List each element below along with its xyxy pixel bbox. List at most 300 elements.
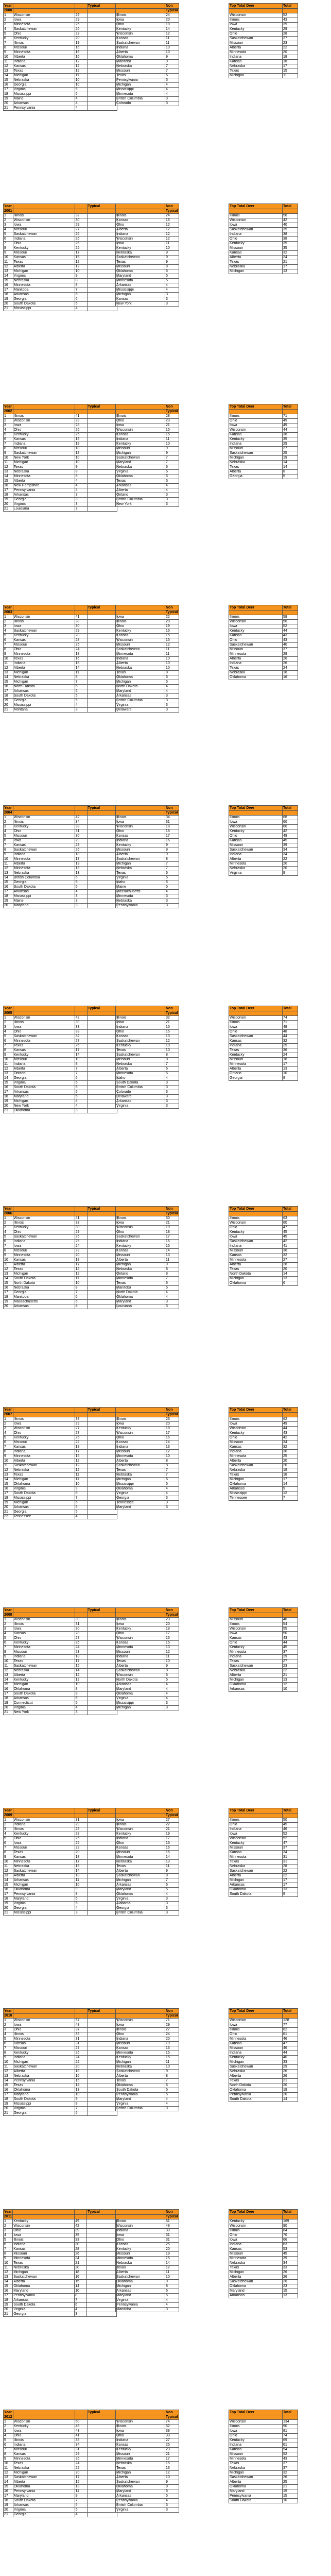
table-row: [116, 242, 179, 246]
count-cell: 43: [75, 2429, 87, 2433]
spacer-cell: [87, 232, 117, 237]
state-cell: Texas: [229, 666, 283, 670]
state-cell: Texas: [13, 465, 75, 470]
count-cell: 18: [283, 1472, 298, 1477]
rank-cell: 13: [4, 269, 13, 274]
typical-table: [3, 1808, 117, 1916]
table-row: [4, 1855, 117, 1860]
state-cell: Arkansas: [116, 1682, 165, 1687]
count-cell: 6: [75, 875, 87, 880]
rank-cell: 3: [4, 1626, 13, 1631]
count-cell: 28: [75, 423, 87, 428]
state-cell: Alberta: [13, 1673, 75, 1677]
table-row: [229, 1044, 298, 1048]
count-cell: 4: [75, 488, 87, 493]
count-cell: 21: [165, 1021, 179, 1025]
count-cell: 4: [165, 2302, 179, 2307]
table-row: [116, 256, 179, 260]
state-cell: Indiana: [116, 1654, 165, 1659]
state-cell: Kentucky: [116, 246, 165, 251]
rank-cell: 9: [4, 2056, 13, 2060]
rank-cell: 8: [4, 46, 13, 50]
state-cell: Kansas: [13, 2452, 75, 2456]
count-cell: 40: [283, 223, 298, 228]
count-cell: 6: [75, 1295, 87, 1300]
state-cell: Virginia: [13, 2307, 75, 2312]
table-row: [116, 228, 179, 232]
table-row: [4, 624, 117, 629]
count-cell: 5: [165, 470, 179, 474]
state-cell: Indiana: [229, 442, 283, 447]
rank-cell: 8: [4, 848, 13, 852]
table-row: [229, 256, 298, 260]
spacer-cell: [87, 251, 117, 256]
count-cell: 15: [165, 2051, 179, 2056]
count-cell: 13: [283, 269, 298, 274]
table-row: [116, 218, 179, 223]
table-row: [116, 2107, 179, 2111]
table-row: [229, 652, 298, 656]
state-cell: Ohio: [229, 32, 283, 37]
state-cell: Saskatchewan: [13, 1235, 75, 1240]
header-blank: [229, 1011, 283, 1016]
rank-cell: 5: [4, 1636, 13, 1640]
total-header: Total: [283, 204, 298, 209]
count-cell: 15: [165, 2256, 179, 2261]
table-row: [116, 1902, 179, 1906]
header-blank: [75, 810, 87, 815]
spacer-cell: [87, 698, 117, 703]
header-blank: [13, 1808, 75, 1814]
state-cell: Missouri: [229, 1440, 283, 1445]
spacer-cell: [87, 1039, 117, 1044]
state-cell: Nebraska: [13, 1865, 75, 1869]
count-cell: 3: [165, 1304, 179, 1309]
table-row: [4, 1226, 117, 1230]
header-blank: [229, 209, 283, 214]
count-cell: 9: [283, 1892, 298, 1897]
state-cell: Alberta: [116, 1258, 165, 1263]
table-row: [229, 624, 298, 629]
rank-cell: 8: [4, 2251, 13, 2256]
state-cell: Virginia: [13, 1486, 75, 1491]
state-cell: Michigan: [116, 2284, 165, 2289]
state-cell: Alberta: [13, 55, 75, 60]
spacer-cell: [87, 2438, 117, 2443]
table-row: [229, 2289, 298, 2293]
rank-cell: 10: [4, 256, 13, 260]
state-cell: Kansas: [13, 2042, 75, 2046]
state-cell: Mississippi: [13, 2102, 75, 2107]
table-row: [4, 1067, 117, 1072]
rank-cell: 16: [4, 1286, 13, 1291]
table-row: [4, 433, 117, 437]
count-cell: 25: [75, 1435, 87, 1440]
state-cell: Kentucky: [229, 437, 283, 442]
state-cell: Kansas: [13, 638, 75, 642]
state-cell: Maine: [13, 97, 75, 101]
state-cell: Texas: [229, 465, 283, 470]
table-row: [116, 1240, 179, 1244]
state-cell: Kentucky: [116, 1426, 165, 1431]
count-cell: 27: [165, 2028, 179, 2032]
state-cell: Kansas: [13, 64, 75, 69]
state-cell: Oklahoma: [13, 1109, 75, 1113]
count-cell: 28: [75, 633, 87, 638]
count-cell: 44: [283, 1426, 298, 1431]
year-header: Year: [4, 2410, 13, 2415]
year-header: Year: [4, 2210, 12, 2214]
header-blank: [75, 4, 87, 9]
spacer-cell: [87, 656, 117, 661]
table-row: [4, 479, 117, 484]
count-cell: 3: [165, 1095, 179, 1099]
state-cell: Iowa: [13, 1841, 75, 1846]
table-row: [116, 302, 179, 307]
count-cell: 49: [283, 834, 298, 838]
state-cell: Alberta: [13, 479, 75, 484]
state-cell: Illinois: [116, 2219, 165, 2224]
header-blank: [116, 1011, 165, 1016]
top-total-table: [229, 2410, 298, 2503]
count-cell: 11: [165, 647, 179, 652]
table-row: [116, 498, 179, 502]
state-cell: Oklahoma: [116, 474, 165, 479]
table-row: [4, 1048, 117, 1053]
table-row: [229, 1240, 298, 1244]
state-cell: Texas: [229, 260, 283, 265]
spacer-cell: [87, 2097, 117, 2102]
count-cell: 27: [165, 2438, 179, 2443]
header-blank: [75, 1814, 87, 1818]
spacer-cell: [87, 2056, 117, 2060]
count-cell: 4: [75, 484, 87, 488]
table-row: [4, 1860, 117, 1865]
table-row: [4, 2424, 117, 2429]
count-cell: 4: [165, 1696, 179, 1701]
state-cell: Ohio: [13, 32, 75, 37]
count-cell: 3: [165, 2307, 179, 2312]
table-row: [229, 1076, 298, 1081]
table-row: [116, 1048, 179, 1053]
spacer-cell: [87, 55, 117, 60]
count-cell: 4: [165, 1682, 179, 1687]
table-row: [4, 2233, 117, 2238]
rank-cell: 1: [4, 1617, 13, 1622]
count-cell: 17: [283, 1477, 298, 1482]
spacer-cell: [87, 1221, 117, 1226]
table-row: [116, 423, 179, 428]
state-cell: Mississippi: [116, 88, 165, 92]
state-cell: Indiana: [229, 1244, 283, 1249]
header-blank: [229, 810, 283, 815]
count-cell: 46: [283, 2037, 298, 2042]
state-cell: Tennessee: [13, 1514, 75, 1519]
rank-cell: 7: [4, 1445, 13, 1449]
state-cell: Virginia: [116, 1897, 165, 1902]
count-cell: 14: [165, 1855, 179, 1860]
state-cell: Illinois: [13, 414, 75, 419]
count-cell: 12: [75, 265, 87, 269]
state-cell: Indiana: [116, 2037, 165, 2042]
state-cell: Wisconsin: [13, 2419, 75, 2424]
count-cell: 12: [75, 60, 87, 64]
state-cell: Iowa: [229, 1832, 283, 1837]
spacer-cell: [87, 2042, 117, 2046]
count-cell: 9: [75, 1888, 87, 1892]
table-row: [116, 1645, 179, 1650]
rank-cell: 21: [4, 2111, 13, 2116]
table-row: [4, 680, 117, 684]
count-cell: 6: [75, 1076, 87, 1081]
count-cell: 31: [75, 1818, 87, 1823]
spacer-cell: [87, 1240, 117, 1244]
rank-cell: 21: [4, 1710, 13, 1715]
state-cell: Maryland: [116, 1300, 165, 1304]
state-cell: Saskatchewan: [229, 1869, 283, 1874]
count-cell: 9: [75, 274, 87, 279]
table-row: [116, 274, 179, 279]
table-row: [4, 1645, 117, 1650]
spacer-cell: [87, 41, 117, 46]
non-header: Non: [165, 2009, 179, 2014]
count-cell: 6: [75, 88, 87, 92]
state-cell: Texas: [116, 670, 165, 675]
count-cell: 20: [165, 1622, 179, 1626]
spacer-cell: [87, 1626, 117, 1631]
spacer-cell: [87, 675, 117, 680]
table-row: [4, 1636, 117, 1640]
table-row: [116, 1449, 179, 1454]
rank-cell: 14: [4, 2079, 13, 2083]
table-row: [116, 1039, 179, 1044]
header-blank: [87, 209, 117, 214]
state-cell: Iowa: [13, 223, 75, 228]
count-cell: 6: [165, 871, 179, 875]
state-cell: Indiana: [13, 2242, 75, 2247]
state-cell: Maryland: [116, 689, 165, 693]
state-cell: Wisconsin: [116, 237, 165, 242]
table-row: [116, 1677, 179, 1682]
table-row: [4, 880, 117, 885]
table-row: [116, 894, 179, 899]
table-row: [229, 46, 298, 50]
state-cell: Pennsylvania: [13, 488, 75, 493]
spacer-cell: [87, 1253, 117, 1258]
count-cell: 9: [165, 451, 179, 456]
rank-cell: 20: [4, 1104, 13, 1109]
state-cell: Kentucky: [116, 1044, 165, 1048]
count-cell: 17: [75, 1860, 87, 1865]
top-total-table: [229, 2209, 298, 2298]
state-cell: Michigan: [229, 2060, 283, 2065]
count-cell: 8: [165, 857, 179, 861]
rank-cell: 5: [4, 1035, 13, 1039]
spacer-cell: [87, 1048, 117, 1053]
rank-cell: 10: [4, 2461, 13, 2466]
state-cell: Missouri: [116, 642, 165, 647]
spacer-cell: [87, 647, 117, 652]
count-cell: 10: [165, 661, 179, 666]
table-row: [116, 442, 179, 447]
count-cell: 16: [165, 2046, 179, 2051]
count-cell: 48: [283, 1030, 298, 1035]
table-row: [116, 78, 179, 83]
count-cell: 16: [165, 838, 179, 843]
state-cell: Illinois: [116, 619, 165, 624]
state-cell: Kansas: [116, 37, 165, 41]
state-cell: Alberta: [13, 1459, 75, 1463]
count-cell: 41: [75, 2433, 87, 2438]
table-row: [4, 297, 117, 302]
table-row: [4, 1911, 117, 1916]
state-cell: Connecticut: [13, 1701, 75, 1705]
table-row: [116, 1062, 179, 1067]
count-cell: 13: [75, 861, 87, 866]
state-cell: Arkansas: [116, 283, 165, 288]
state-cell: Alberta: [116, 228, 165, 232]
rank-cell: 19: [4, 2503, 13, 2507]
state-cell: Virginia: [116, 875, 165, 880]
table-row: [229, 2093, 298, 2097]
header-blank: [13, 805, 75, 810]
count-cell: 20: [75, 1851, 87, 1855]
state-cell: Nebraska: [116, 1062, 165, 1067]
state-cell: Minnesota: [116, 92, 165, 97]
table-row: [4, 1869, 117, 1874]
count-cell: 90: [283, 2424, 298, 2429]
state-cell: Michigan: [116, 680, 165, 684]
state-cell: Massachusetts: [116, 889, 165, 894]
table-row: [116, 1235, 179, 1240]
table-row: [229, 2019, 298, 2023]
state-cell: Missouri: [13, 1249, 75, 1253]
state-cell: Saskatchewan: [13, 629, 75, 633]
state-cell: Delaware: [116, 1095, 165, 1099]
state-cell: Kansas: [116, 433, 165, 437]
table-row: [4, 1454, 117, 1459]
spacer-cell: [87, 302, 117, 307]
count-cell: 28: [75, 638, 87, 642]
state-cell: Saskatchewan: [116, 1039, 165, 1044]
count-cell: 13: [165, 1645, 179, 1650]
state-cell: Wisconsin: [13, 419, 75, 423]
table-row: [4, 232, 117, 237]
state-cell: Maryland: [229, 2289, 283, 2293]
state-cell: Ohio: [229, 2433, 283, 2438]
state-cell: Kentucky: [13, 2424, 75, 2429]
state-cell: Iowa: [116, 423, 165, 428]
table-row: [116, 2261, 179, 2265]
table-row: [4, 1691, 117, 1696]
table-row: [229, 1827, 298, 1832]
state-cell: Michigan: [116, 1263, 165, 1267]
table-row: [4, 23, 117, 27]
state-cell: Virginia: [116, 1491, 165, 1496]
state-cell: South Dakota: [13, 1491, 75, 1496]
table-row: [229, 2228, 298, 2233]
count-cell: 13: [283, 1888, 298, 1892]
table-row: [229, 2023, 298, 2028]
count-cell: 9: [165, 843, 179, 848]
count-cell: 7: [75, 1291, 87, 1295]
non-typical-table: [115, 3, 179, 106]
table-row: [116, 1617, 179, 1622]
count-cell: 40: [283, 642, 298, 647]
state-cell: Mississippi: [13, 307, 75, 311]
rank-cell: 1: [4, 2219, 13, 2224]
table-row: [4, 2498, 117, 2503]
spacer-cell: [87, 461, 117, 465]
non-typical-table: [115, 605, 179, 713]
spacer-cell: [87, 442, 117, 447]
spacer-cell: [87, 1016, 117, 1021]
rank-cell: 8: [4, 1650, 13, 1654]
table-row: [116, 2498, 179, 2503]
table-row: [229, 2424, 298, 2429]
spacer-cell: [87, 875, 117, 880]
table-row: [229, 1431, 298, 1435]
table-row: [116, 1277, 179, 1281]
count-cell: 42: [75, 1016, 87, 1021]
count-cell: 7: [165, 69, 179, 74]
state-cell: Missouri: [116, 69, 165, 74]
count-cell: 7: [165, 2079, 179, 2083]
state-cell: Kansas: [229, 838, 283, 843]
spacer-cell: [87, 2079, 117, 2083]
table-row: [4, 1221, 117, 1226]
table-row: [229, 260, 298, 265]
state-cell: Iowa: [116, 615, 165, 619]
table-row: [229, 1463, 298, 1468]
table-row: [4, 1459, 117, 1463]
year-block-2010: [3, 2008, 327, 2204]
rank-cell: 20: [4, 1505, 13, 1510]
table-row: [229, 815, 298, 820]
table-row: [116, 1888, 179, 1892]
rank-cell: 21: [4, 2312, 13, 2316]
total-header: Total: [283, 1607, 298, 1613]
header-blank: [229, 1212, 283, 1216]
state-cell: Michigan: [13, 1272, 75, 1277]
header-blank: [87, 810, 117, 815]
state-cell: Minnesota: [229, 652, 283, 656]
state-cell: Illinois: [116, 2424, 165, 2429]
typical-table: [3, 1607, 117, 1715]
spacer-cell: [87, 1510, 117, 1514]
count-cell: 10: [75, 269, 87, 274]
state-cell: Ohio: [116, 2238, 165, 2242]
state-cell: Oklahoma: [116, 269, 165, 274]
table-row: [116, 2238, 179, 2242]
count-cell: 24: [75, 2056, 87, 2060]
count-cell: 30: [75, 834, 87, 838]
rank-cell: 2: [4, 218, 13, 223]
count-cell: 14: [165, 27, 179, 32]
count-cell: 36: [283, 1048, 298, 1053]
count-cell: 13: [75, 1874, 87, 1878]
count-cell: 27: [75, 2046, 87, 2051]
state-cell: Nebraska: [229, 1468, 283, 1472]
table-row: [229, 60, 298, 64]
rank-cell: 2: [4, 2023, 13, 2028]
rank-cell: 1: [4, 815, 13, 820]
count-cell: 41: [75, 615, 87, 619]
table-row: [4, 293, 117, 297]
rank-cell: 15: [4, 2083, 13, 2088]
count-cell: 3: [165, 302, 179, 307]
header-blank: [87, 2214, 117, 2219]
